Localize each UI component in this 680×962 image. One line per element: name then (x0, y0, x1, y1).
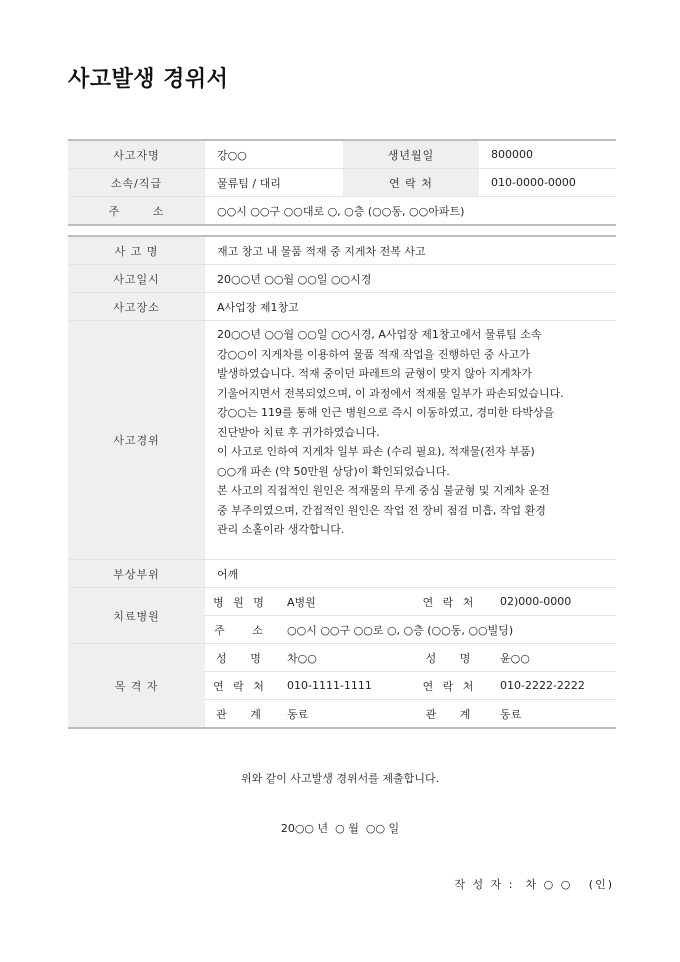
row-dept-contact (68, 169, 616, 197)
row-accident-place (68, 293, 616, 321)
accident-name-label: 사 고 명 (68, 237, 205, 264)
contact-label: 연 락 처 (343, 169, 479, 196)
hospital-contact-label: 연 락 처 (422, 595, 477, 609)
submission-date: 20○○ 년 ○ 월 ○○ 일 (280, 822, 400, 835)
witness-relation-row (205, 700, 616, 727)
witness-contact-label: 연 락 처 (213, 679, 267, 693)
row-name-birth (68, 141, 616, 169)
dept-label: 소속/직급 (68, 169, 205, 196)
witness2-contact: 010-2222-2222 (500, 679, 585, 692)
witness1-name: 차○○ (287, 651, 317, 665)
hospital-name-value: A병원 (287, 595, 316, 609)
row-address (68, 197, 616, 224)
hospital-name-label: 병 원 명 (213, 595, 267, 609)
narrative-text (205, 321, 616, 559)
witness-subtable (205, 644, 616, 727)
hospital-address-row (205, 616, 616, 643)
accident-name-value: 재고 창고 내 물품 적재 중 지게차 전복 사고 (217, 244, 426, 258)
witness1-contact: 010-1111-1111 (287, 679, 372, 692)
row-accident-name (68, 237, 616, 265)
narrative-line: 진단받아 치료 후 귀가하였습니다. (217, 425, 380, 439)
contact-value: 010-0000-0000 (491, 176, 576, 189)
narrative-line: 중 부주의였으며, 간접적인 원인은 작업 전 장비 점검 미흡, 작업 환경 (217, 503, 546, 517)
accident-place-value: A사업장 제1창고 (217, 300, 299, 314)
statement-text: 위와 같이 사고발생 경위서를 제출합니다. (240, 772, 440, 785)
signer-line: 작 성 자 : 차 ○ ○ (인) (454, 878, 614, 891)
witness-relation-label: 관 계 (216, 707, 264, 721)
witness1-relation: 동료 (287, 707, 309, 721)
witness-label: 목 격 자 (68, 644, 205, 727)
row-witness (68, 644, 616, 727)
accident-date-label: 사고일시 (68, 265, 205, 292)
name-value: 강○○ (217, 148, 247, 162)
witness2-relation: 동료 (500, 707, 522, 721)
witness-relation-label: 관 계 (425, 707, 474, 721)
witness-contact-label: 연 락 처 (422, 679, 477, 693)
injury-value: 어깨 (217, 567, 239, 581)
hospital-address-label: 주 소 (214, 623, 266, 637)
witness-name-row (205, 644, 616, 672)
narrative-line: 본 사고의 직접적인 원인은 적재물의 무게 중심 불균형 및 지게차 운전 (217, 484, 550, 497)
birth-value: 800000 (491, 148, 533, 161)
accident-place-label: 사고장소 (68, 293, 205, 320)
witness-name-label: 성 명 (425, 651, 474, 665)
narrative-line: ○○개 파손 (약 50만원 상당)이 확인되었습니다. (217, 464, 450, 478)
narrative-line: 관리 소홀이라 생각합니다. (217, 523, 345, 536)
narrative-label: 사고경위 (68, 321, 205, 559)
narrative-line: 기울어지면서 전복되었으며, 이 과정에서 적재물 일부가 파손되었습니다. (217, 386, 564, 400)
narrative-line: 20○○년 ○○월 ○○일 ○○시경, A사업장 제1창고에서 물류팀 소속 (217, 328, 542, 341)
dept-value: 물류팀 / 대리 (217, 176, 281, 190)
person-info-table (68, 139, 616, 226)
witness-contact-row (205, 672, 616, 700)
accident-date-value: 20○○년 ○○월 ○○일 ○○시경 (217, 272, 372, 286)
narrative-line: 발생하였습니다. 적재 중이던 파레트의 균형이 맞지 않아 지게차가 (217, 367, 532, 380)
hospital-address-value: ○○시 ○○구 ○○로 ○, ○층 (○○동, ○○빌딩) (287, 623, 514, 637)
name-label: 사고자명 (68, 141, 205, 168)
accident-table (68, 235, 616, 729)
row-accident-date (68, 265, 616, 293)
address-value: ○○시 ○○구 ○○대로 ○, ○층 (○○동, ○○아파트) (217, 204, 465, 218)
row-accident-narrative (68, 321, 616, 560)
witness-name-label: 성 명 (216, 651, 264, 665)
hospital-subtable (205, 588, 616, 643)
row-injury (68, 560, 616, 588)
injury-label: 부상부위 (68, 560, 205, 587)
address-label: 주 소 (68, 197, 205, 224)
row-hospital (68, 588, 616, 644)
hospital-name-row (205, 588, 616, 616)
narrative-line: 강○○는 119를 통해 인근 병원으로 즉시 이동하였고, 경미한 타박상을 (217, 406, 555, 419)
birth-label: 생년월일 (343, 141, 479, 168)
witness2-name: 윤○○ (500, 651, 530, 665)
narrative-line: 강○○이 지게차를 이용하여 물품 적재 작업을 진행하던 중 사고가 (217, 347, 530, 361)
hospital-contact-value: 02)000-0000 (500, 595, 572, 608)
hospital-label: 치료병원 (68, 588, 205, 643)
narrative-line: 이 사고로 인하여 지게차 일부 파손 (수리 필요), 적재물(전자 부품) (217, 445, 535, 458)
page-title: 사고발생 경위서 (68, 67, 229, 92)
